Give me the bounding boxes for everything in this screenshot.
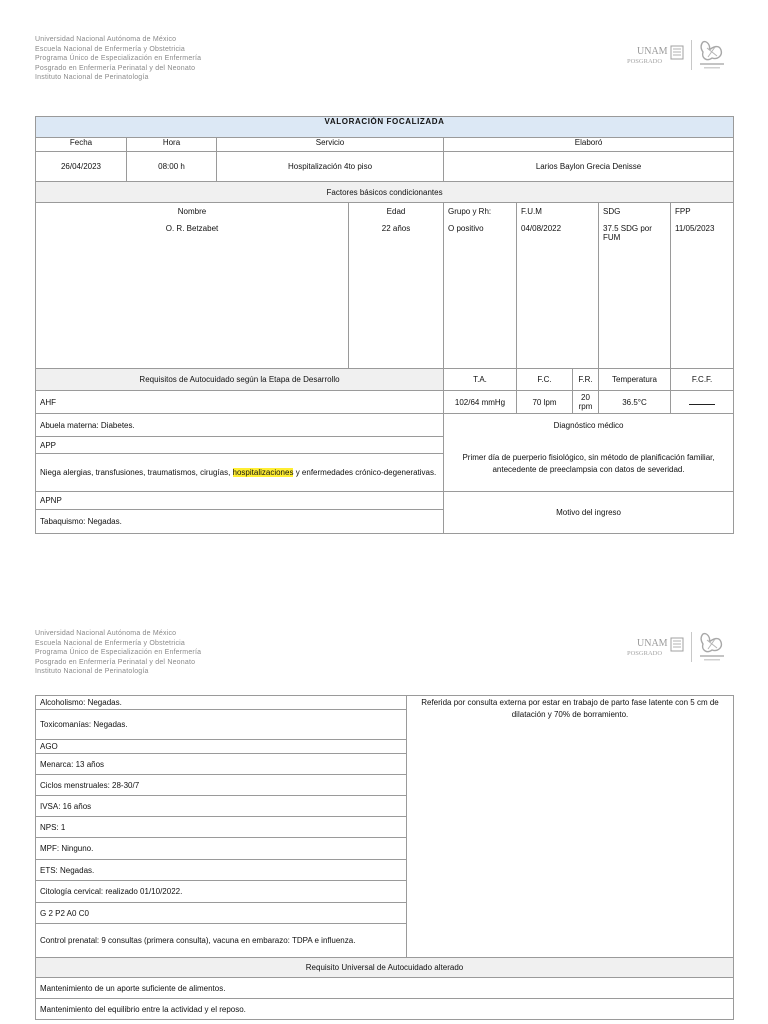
alcoholismo-value: Alcoholismo: Negadas. [36, 696, 407, 710]
mpf-value: MPF: Ninguno. [36, 838, 407, 860]
fr-label: F.R. [573, 369, 599, 391]
ahf-label: AHF [36, 391, 444, 414]
fr-value: 20 rpm [573, 391, 599, 414]
elaboro-label: Elaboró [444, 138, 734, 152]
elaboro-value: Larios Baylon Grecia Denisse [444, 152, 734, 182]
institution-header [35, 35, 201, 83]
toxicomanias-value: Toxicomanías: Negadas. [36, 710, 407, 740]
app-text-post: y enfermedades crónico-degenerativas. [293, 468, 437, 477]
logo-divider [691, 40, 692, 70]
requisito-universal-title: Requisito Universal de Autocuidado alterado [36, 958, 734, 978]
app-label: APP [36, 437, 444, 454]
temp-label: Temperatura [599, 369, 671, 391]
requisitos-title: Requisitos de Autocuidado según la Etapa de Desarrollo [36, 369, 444, 391]
fum-label: F.U.M [517, 203, 599, 221]
unam-logo-subtext: POSGRADO [627, 650, 663, 657]
factores-title: Factores básicos condicionantes [36, 182, 734, 203]
fcf-blank-line [689, 398, 715, 405]
fc-label: F.C. [517, 369, 573, 391]
header-line: Escuela Nacional de Enfermería y Obstetricia [35, 45, 186, 53]
ta-label: T.A. [444, 369, 517, 391]
motivo-label: Motivo del ingreso [444, 492, 734, 534]
logo-divider [691, 632, 692, 662]
nps-value: NPS: 1 [36, 817, 407, 838]
servicio-value: Hospitalización 4to piso [217, 152, 444, 182]
header-line: Posgrado en Enfermería Perinatal y del Neonato [35, 64, 196, 72]
requisito-item: Mantenimiento del equilibrio entre la actividad y el reposo. [36, 999, 734, 1020]
header-logos [627, 38, 727, 72]
unam-logo-subtext: POSGRADO [627, 58, 663, 65]
form-title: VALORACIÓN FOCALIZADA [36, 117, 734, 138]
ta-value: 102/64 mmHg [444, 391, 517, 414]
unam-logo [627, 635, 685, 659]
sdg-label: SDG [599, 203, 671, 221]
ciclos-value: Ciclos menstruales: 28-30/7 [36, 775, 407, 796]
fpp-label: FPP [671, 203, 734, 221]
apnp-label: APNP [36, 492, 444, 510]
edad-value: 22 años [349, 221, 444, 369]
header-line: Instituto Nacional de Perinatología [35, 74, 149, 82]
fpp-value: 11/05/2023 [671, 221, 734, 369]
hora-value: 08:00 h [127, 152, 217, 182]
valoracion-table-continued [35, 695, 734, 1020]
dx-value: Primer día de puerperio fisiológico, sin método de planificación familiar, antecedente de preeclampsia con datos de severidad. [444, 437, 734, 492]
motivo-value: Referida por consulta externa por estar en trabajo de parto fase latente con 5 cm de dilatación y 70% de borramiento. [407, 696, 734, 958]
hora-label: Hora [127, 138, 217, 152]
grupo-value: O positivo [444, 221, 517, 369]
header-line: Instituto Nacional de Perinatología [35, 668, 149, 676]
fum-value: 04/08/2022 [517, 221, 599, 369]
grupo-label: Grupo y Rh: [444, 203, 517, 221]
unam-logo [627, 43, 685, 67]
header-line: Programa Único de Especialización en Enfermería [35, 649, 202, 657]
header-logos-page2 [627, 630, 727, 664]
fecha-value: 26/04/2023 [36, 152, 127, 182]
control-prenatal-value: Control prenatal: 9 consultas (primera consulta), vacuna en embarazo: TDPA e influenza. [36, 924, 407, 958]
unam-logo-text: UNAM [637, 46, 668, 57]
valoracion-table [35, 116, 734, 534]
ago-label: AGO [36, 740, 407, 754]
unam-logo-text: UNAM [637, 638, 668, 649]
tabaquismo-value: Tabaquismo: Negadas. [36, 510, 444, 534]
dx-label: Diagnóstico médico [444, 414, 734, 437]
nombre-label: Nombre [36, 203, 349, 221]
header-line: Escuela Nacional de Enfermería y Obstetricia [35, 639, 186, 647]
header-line: Universidad Nacional Autónoma de México [35, 36, 177, 43]
inper-logo [697, 38, 727, 70]
fecha-label: Fecha [36, 138, 127, 152]
sdg-value: 37.5 SDG por FUM [599, 221, 671, 369]
app-value [36, 454, 444, 492]
header-line: Programa Único de Especialización en Enfermería [35, 55, 202, 63]
ets-value: ETS: Negadas. [36, 860, 407, 881]
fcf-label: F.C.F. [671, 369, 734, 391]
requisito-item: Mantenimiento de un aporte suficiente de alimentos. [36, 978, 734, 999]
servicio-label: Servicio [217, 138, 444, 152]
ahf-value: Abuela materna: Diabetes. [36, 414, 444, 437]
citologia-value: Citología cervical: realizado 01/10/2022. [36, 881, 407, 903]
temp-value: 36.5°C [599, 391, 671, 414]
header-line: Posgrado en Enfermería Perinatal y del Neonato [35, 658, 196, 666]
nombre-value: O. R. Betzabet [36, 221, 349, 369]
gesta-value: G 2 P2 A0 C0 [36, 903, 407, 924]
inper-logo [697, 630, 727, 662]
ivsa-value: IVSA: 16 años [36, 796, 407, 817]
menarca-value: Menarca: 13 años [36, 754, 407, 775]
fcf-value [671, 391, 734, 414]
edad-label: Edad [349, 203, 444, 221]
app-text-highlight: hospitalizaciones [232, 468, 294, 477]
institution-header-page2 [35, 629, 201, 677]
app-text-pre: Niega alergias, transfusiones, traumatismos, cirugías, [40, 468, 233, 477]
header-line: Universidad Nacional Autónoma de México [35, 630, 177, 637]
fc-value: 70 lpm [517, 391, 573, 414]
